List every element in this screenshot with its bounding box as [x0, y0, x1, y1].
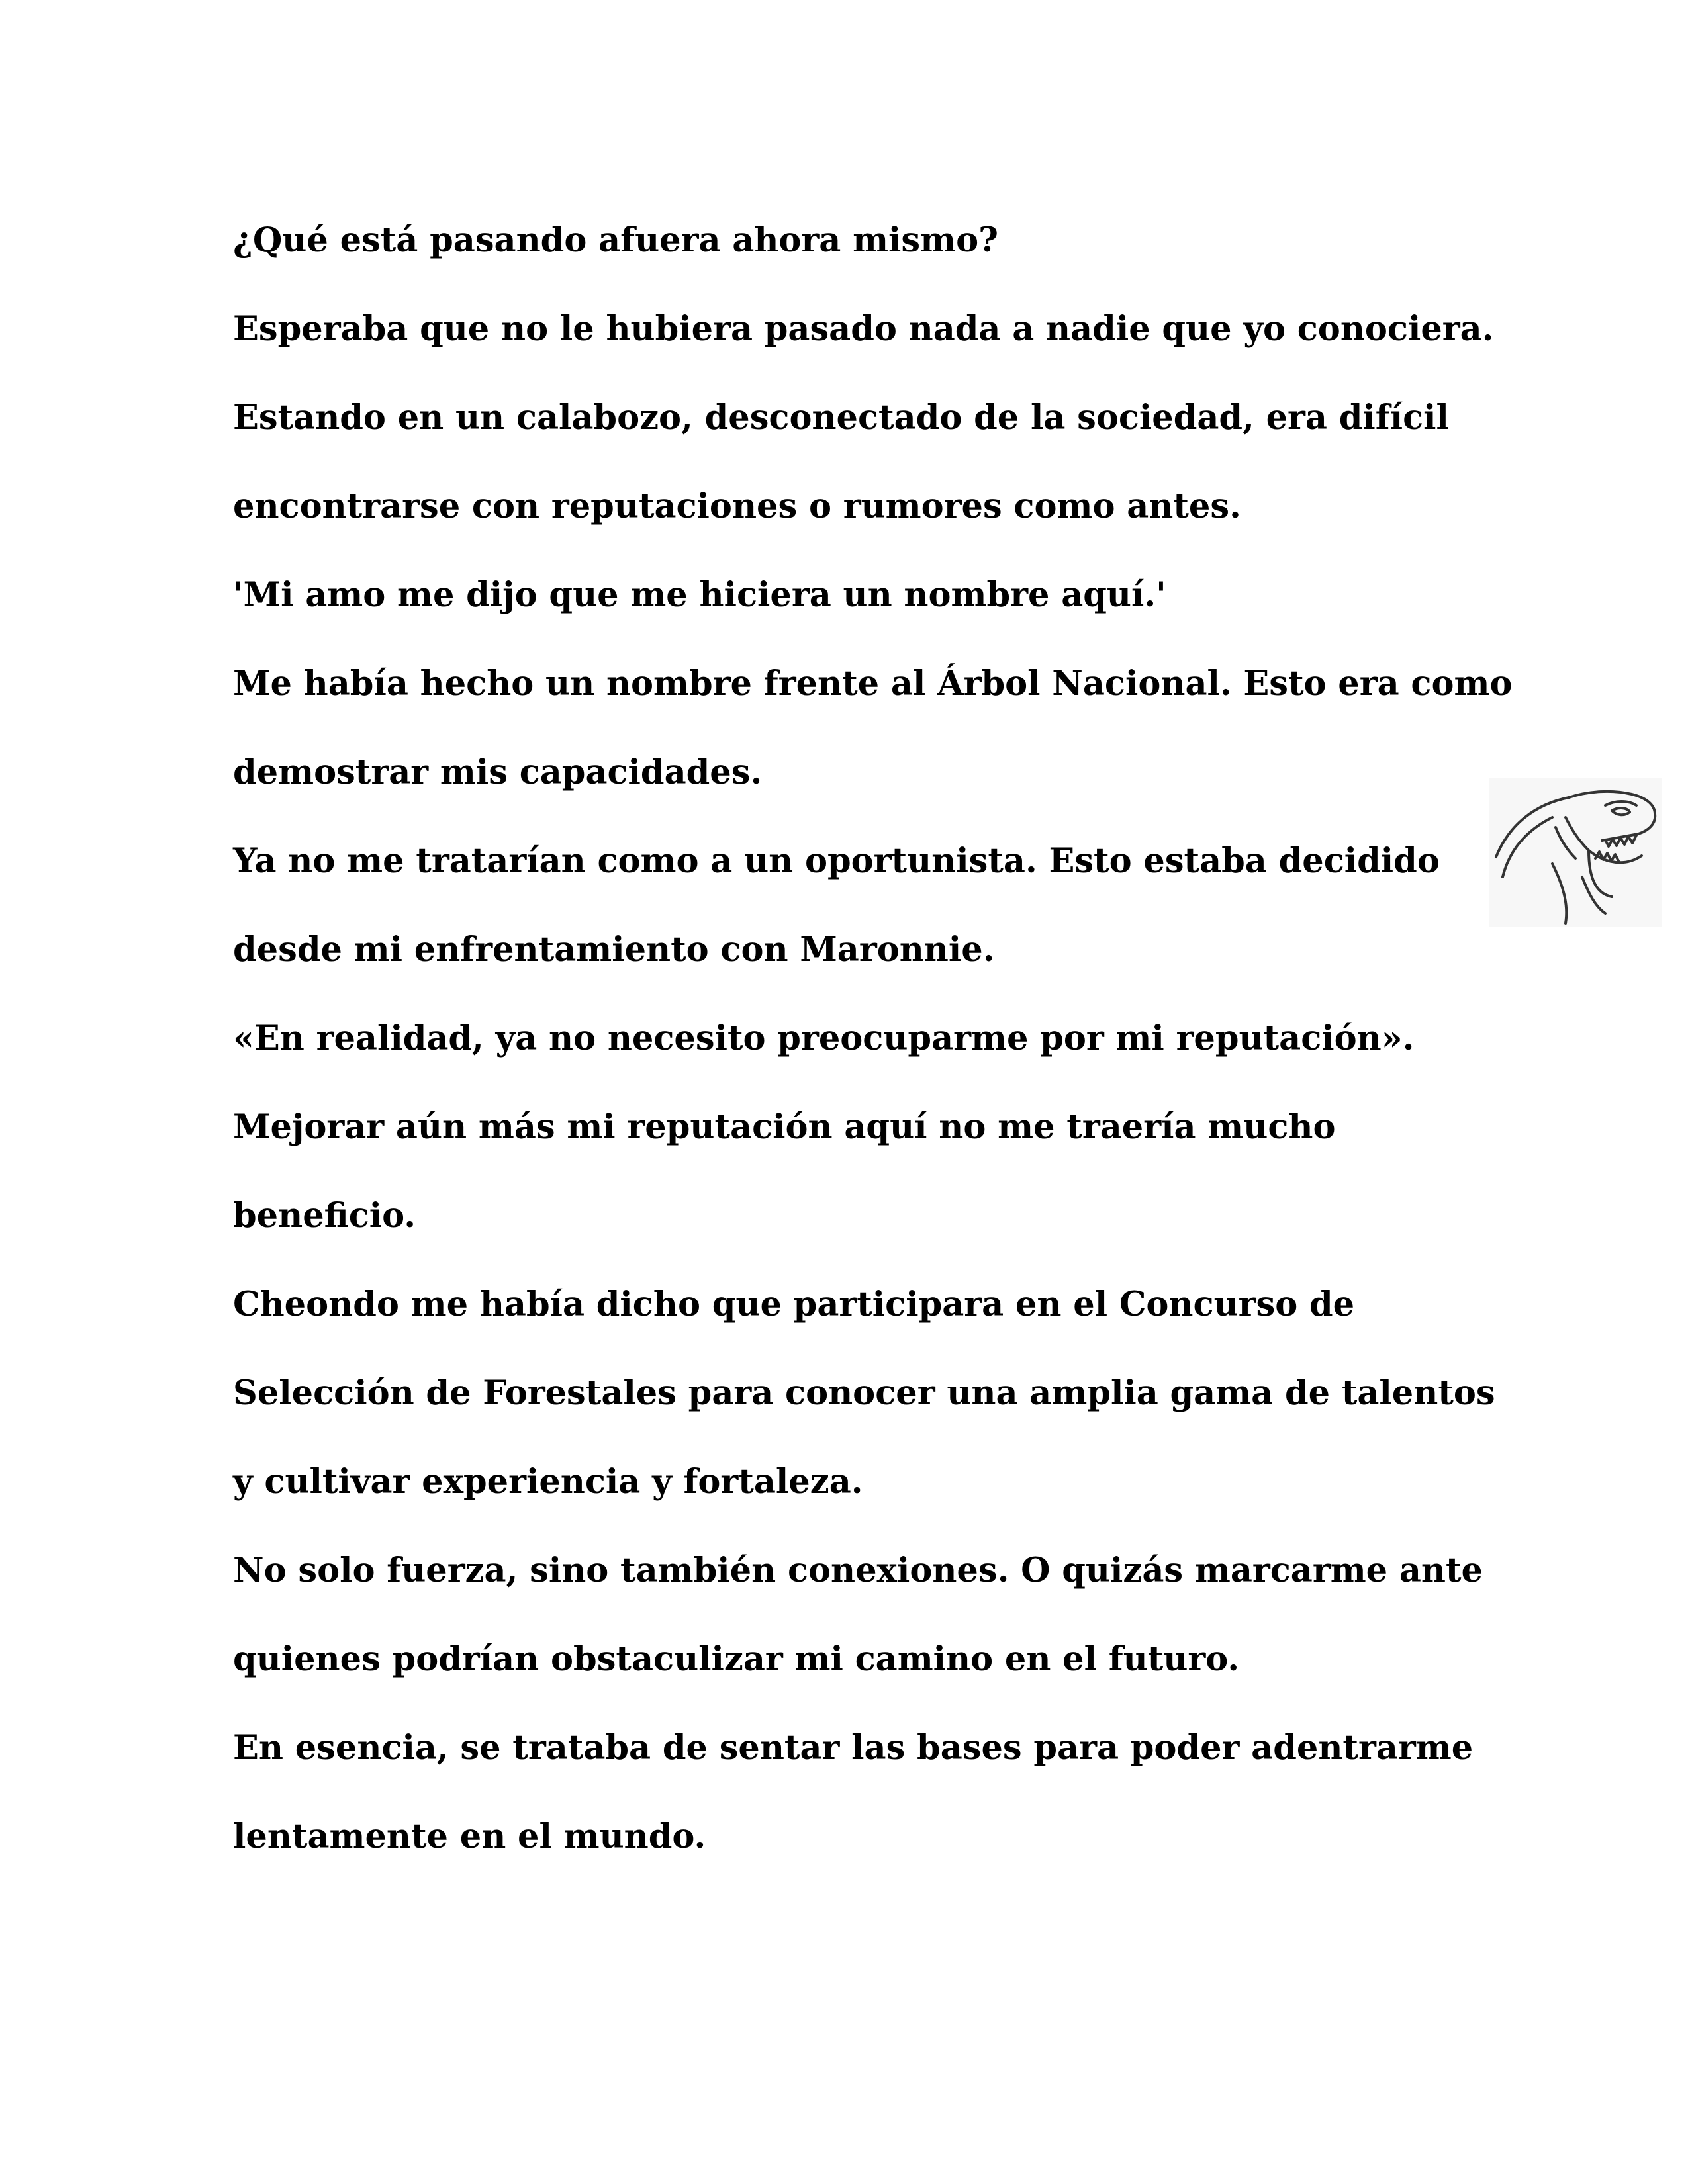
body-text	[233, 196, 1524, 1881]
paragraph-6: Ya no me tratarían como a un oportunista. Esto estaba decidido desde mi enfrentamiento con Maronnie.	[233, 841, 1440, 970]
paragraph-2: Esperaba que no le hubiera pasado nada a nadie que yo conociera.	[233, 309, 1494, 349]
paragraph-3: Estando en un calabozo, desconectado de la sociedad, era difícil encontrarse con reputaciones o rumores como antes.	[233, 398, 1449, 526]
paragraph-10: No solo fuerza, sino también conexiones. O quizás marcarme ante quienes podrían obstaculizar mi camino en el futuro.	[233, 1551, 1483, 1679]
paragraph-7: «En realidad, ya no necesito preocuparme por mi reputación».	[233, 1019, 1415, 1058]
paragraph-4: 'Mi amo me dijo que me hiciera un nombre aquí.'	[233, 575, 1166, 615]
paragraph-5: Me había hecho un nombre frente al Árbol Nacional. Esto era como demostrar mis capacidades.	[233, 664, 1513, 792]
paragraph-9: Cheondo me había dicho que participara en el Concurso de Selección de Forestales para conocer una amplia gama de talentos y cultivar experiencia y fortaleza.	[233, 1285, 1495, 1502]
paragraph-1: ¿Qué está pasando afuera ahora mismo?	[233, 220, 998, 260]
paragraph-8: Mejorar aún más mi reputación aquí no me traería mucho beneficio.	[233, 1107, 1336, 1236]
paragraph-11: En esencia, se trataba de sentar las bases para poder adentrarme lentamente en el mundo.	[233, 1728, 1474, 1856]
dinosaur-head-sketch-icon	[1489, 778, 1662, 927]
